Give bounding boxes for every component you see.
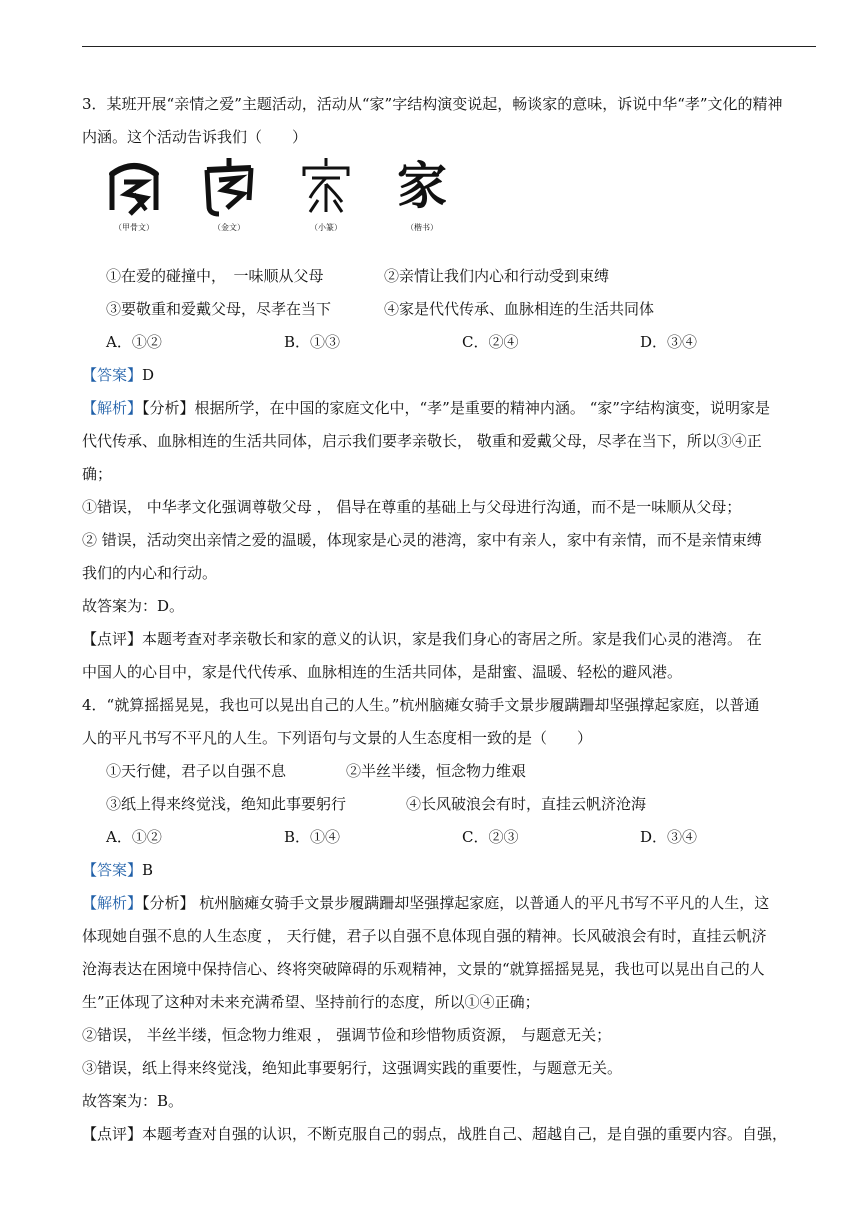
- q4-jiexi-line2: 体现她自强不息的人生态度 ， 天行健，君子以自强不息体现自强的精神。长风破浪会有时，直挂云帆济: [82, 927, 767, 945]
- q3-option-d: D．③④: [640, 333, 698, 351]
- q4-choice-3: ③纸上得来终觉浅，绝知此事要躬行: [106, 795, 347, 813]
- q4-jiexi-line4: 生”正体现了这种对未来充满希望、坚持前行的态度，所以①④正确；: [82, 993, 540, 1011]
- q3-dianping-text1: 本题考查对孝亲敬长和家的意义的认识，家是我们身心的寄居之所。家是我们心灵的港湾。 在: [142, 630, 762, 648]
- answer-tag: 【答案】: [82, 366, 143, 384]
- q3-choice-3: ③要敬重和爱戴父母，尽孝在当下: [106, 300, 332, 318]
- q3-option-b: B．①③: [284, 333, 341, 351]
- q3-choices-row1: [82, 260, 818, 293]
- glyph-caption: （甲骨文）: [114, 223, 154, 232]
- q3-options: [82, 326, 818, 359]
- dianping-tag: 【点评】: [82, 630, 143, 648]
- q3-stem-line2: 内涵。这个活动告诉我们（ ）: [82, 128, 308, 146]
- q4-option-c: C．②③: [462, 828, 519, 846]
- q4-stem-line2: 人的平凡书写不平凡的人生。下列语句与文景的人生态度相一致的是（ ）: [82, 729, 593, 747]
- q4-options: [82, 821, 818, 854]
- q4-choices-row1: [82, 755, 818, 788]
- xiaozhuan-jia-glyph: [296, 154, 356, 234]
- glyph-caption: （小篆）: [310, 223, 342, 232]
- q3-choice-1: ①在爱的碰撞中， 一味顺从父母: [106, 267, 324, 285]
- q3-conclusion: 故答案为：D。: [82, 597, 185, 615]
- q3-answer-line: [82, 359, 818, 392]
- jia-character-evolution-figure: [104, 154, 818, 260]
- q3-jiexi-line3: 确；: [82, 465, 113, 483]
- header-rule: [82, 46, 816, 47]
- answer-tag: 【答案】: [82, 861, 143, 879]
- q4-dianping-line1: [82, 1118, 818, 1151]
- q4-option-d: D．③④: [640, 828, 698, 846]
- glyph-caption: （楷书）: [406, 223, 438, 232]
- q4-jiexi-text1: 【分析】 杭州脑瘫女骑手文景步履蹒跚却坚强撑起家庭，以普通人的平凡书写不平凡的人生，这: [142, 894, 770, 912]
- kaishu-glyph-char: 家: [397, 157, 447, 215]
- q3-jiexi-line1: [82, 392, 818, 425]
- q3-dianping-line2: 中国人的心目中，家是代代传承、血脉相连的生活共同体，是甜蜜、温暖、轻松的避风港。: [82, 663, 683, 681]
- xiaozhuan-glyph-image: [296, 154, 356, 218]
- q4-dianping-text1: 本题考查对自强的认识，不断克服自己的弱点，战胜自己、超越自己，是自强的重要内容。自强，: [142, 1125, 788, 1143]
- q3-option-c: C．②④: [462, 333, 519, 351]
- q3-dianping-line1: [82, 623, 818, 656]
- document-body: [82, 88, 818, 1151]
- q3-choices-row2: [82, 293, 818, 326]
- q4-choice-1: ①天行健，君子以自强不息: [106, 762, 287, 780]
- q4-answer: B: [142, 861, 154, 879]
- q4-answer-line: [82, 854, 818, 887]
- q4-jiexi-line1: [82, 887, 818, 920]
- q4-error-2: ③错误，纸上得来终觉浅，绝知此事要躬行，这强调实践的重要性，与题意无关。: [82, 1059, 623, 1077]
- jinwen-glyph-image: [199, 154, 259, 218]
- q3-answer: D: [142, 366, 155, 384]
- q4-conclusion: 故答案为：B。: [82, 1092, 184, 1110]
- jiaguwen-glyph-image: [104, 154, 164, 218]
- jiaguwen-jia-glyph: [104, 154, 164, 234]
- kaishu-jia-glyph: [392, 154, 452, 234]
- jiexi-tag: 【解析】: [82, 399, 143, 417]
- q3-stem-line1: 3．某班开展“亲情之爱”主题活动，活动从“家”字结构演变说起，畅谈家的意味，诉说中华“孝”文化的精神: [82, 95, 783, 113]
- q3-error-2b: 我们的内心和行动。: [82, 564, 218, 582]
- q3-jiexi-text1: 【分析】根据所学，在中国的家庭文化中，“孝”是重要的精神内涵。 “家”字结构演变，说明家是: [142, 399, 770, 417]
- q4-choice-4: ④长风破浪会有时，直挂云帆济沧海: [406, 795, 647, 813]
- q3-choice-4: ④家是代代传承、血脉相连的生活共同体: [384, 300, 655, 318]
- glyph-caption: （金文）: [213, 223, 245, 232]
- q3-jiexi-line2: 代代传承、血脉相连的生活共同体，启示我们要孝亲敬长， 敬重和爱戴父母，尽孝在当下，所以③④正: [82, 432, 762, 450]
- q3-option-a: A．①②: [106, 333, 162, 351]
- q3-error-1: ①错误， 中华孝文化强调尊敬父母 ， 倡导在尊重的基础上与父母进行沟通，而不是一味顺从父母；: [82, 498, 742, 516]
- q3-error-2a: ② 错误，活动突出亲情之爱的温暖，体现家是心灵的港湾，家中有亲人，家中有亲情，而不是亲情束缚: [82, 531, 762, 549]
- jiexi-tag: 【解析】: [82, 894, 143, 912]
- q4-jiexi-line3: 沧海表达在困境中保持信心、终将突破障碍的乐观精神，文景的“就算摇摇晃晃，我也可以晃出自己的人: [82, 960, 765, 978]
- q4-option-b: B．①④: [284, 828, 341, 846]
- q4-error-1: ②错误， 半丝半缕，恒念物力维艰 ， 强调节俭和珍惜物质资源， 与题意无关；: [82, 1026, 612, 1044]
- q4-choice-2: ②半丝半缕，恒念物力维艰: [346, 762, 527, 780]
- q4-stem-line1: 4．“就算摇摇晃晃，我也可以晃出自己的人生。”杭州脑瘫女骑手文景步履蹒跚却坚强撑起家庭，以普通: [82, 696, 760, 714]
- q3-choice-2: ②亲情让我们内心和行动受到束缚: [384, 267, 610, 285]
- q4-option-a: A．①②: [106, 828, 162, 846]
- dianping-tag: 【点评】: [82, 1125, 143, 1143]
- q4-choices-row2: [82, 788, 818, 821]
- jinwen-jia-glyph: [199, 154, 259, 234]
